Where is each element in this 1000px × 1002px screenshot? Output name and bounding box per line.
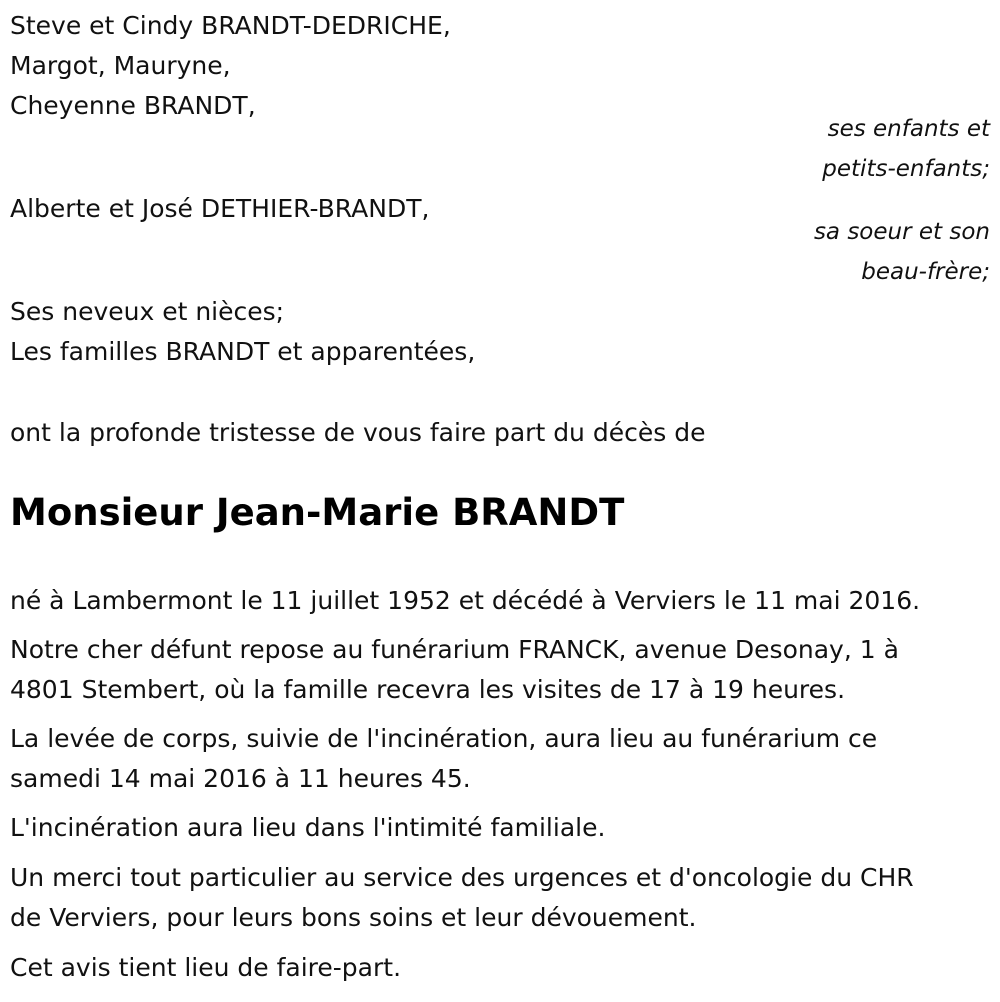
family-line-sister: Alberte et José DETHIER-BRANDT, <box>10 194 430 223</box>
family-line-grandchildren: Margot, Mauryne, <box>10 51 231 80</box>
relation-label-children-a: ses enfants et <box>827 116 990 142</box>
family-line-nephews: Ses neveux et nièces; <box>10 297 285 326</box>
birth-death-text: né à Lambermont le 11 juillet 1952 et décédé à Verviers le 11 mai 2016. <box>10 586 921 615</box>
relation-label-sister-b: beau-frère; <box>861 259 990 285</box>
thanks-text-b: de Verviers, pour leurs bons soins et leur dévouement. <box>10 903 697 932</box>
family-line-children: Steve et Cindy BRANDT-DEDRICHE, <box>10 11 451 40</box>
closing-text: Cet avis tient lieu de faire-part. <box>10 953 402 982</box>
announcement-text: ont la profonde tristesse de vous faire part du décès de <box>10 418 706 447</box>
ceremony-text-a: La levée de corps, suivie de l'incinération, aura lieu au funérarium ce <box>10 724 878 753</box>
family-line-families: Les familles BRANDT et apparentées, <box>10 337 476 366</box>
ceremony-text-b: samedi 14 mai 2016 à 11 heures 45. <box>10 764 471 793</box>
funerarium-text-b: 4801 Stembert, où la famille recevra les visites de 17 à 19 heures. <box>10 675 846 704</box>
thanks-text-a: Un merci tout particulier au service des urgences et d'oncologie du CHR <box>10 863 914 892</box>
relation-label-children-b: petits-enfants; <box>822 156 990 182</box>
relation-label-sister-a: sa soeur et son <box>813 219 990 245</box>
family-line-grandchild: Cheyenne BRANDT, <box>10 91 256 120</box>
incineration-text: L'incinération aura lieu dans l'intimité familiale. <box>10 813 606 842</box>
funerarium-text-a: Notre cher défunt repose au funérarium FRANCK, avenue Desonay, 1 à <box>10 635 899 664</box>
deceased-name: Monsieur Jean-Marie BRANDT <box>10 491 625 534</box>
